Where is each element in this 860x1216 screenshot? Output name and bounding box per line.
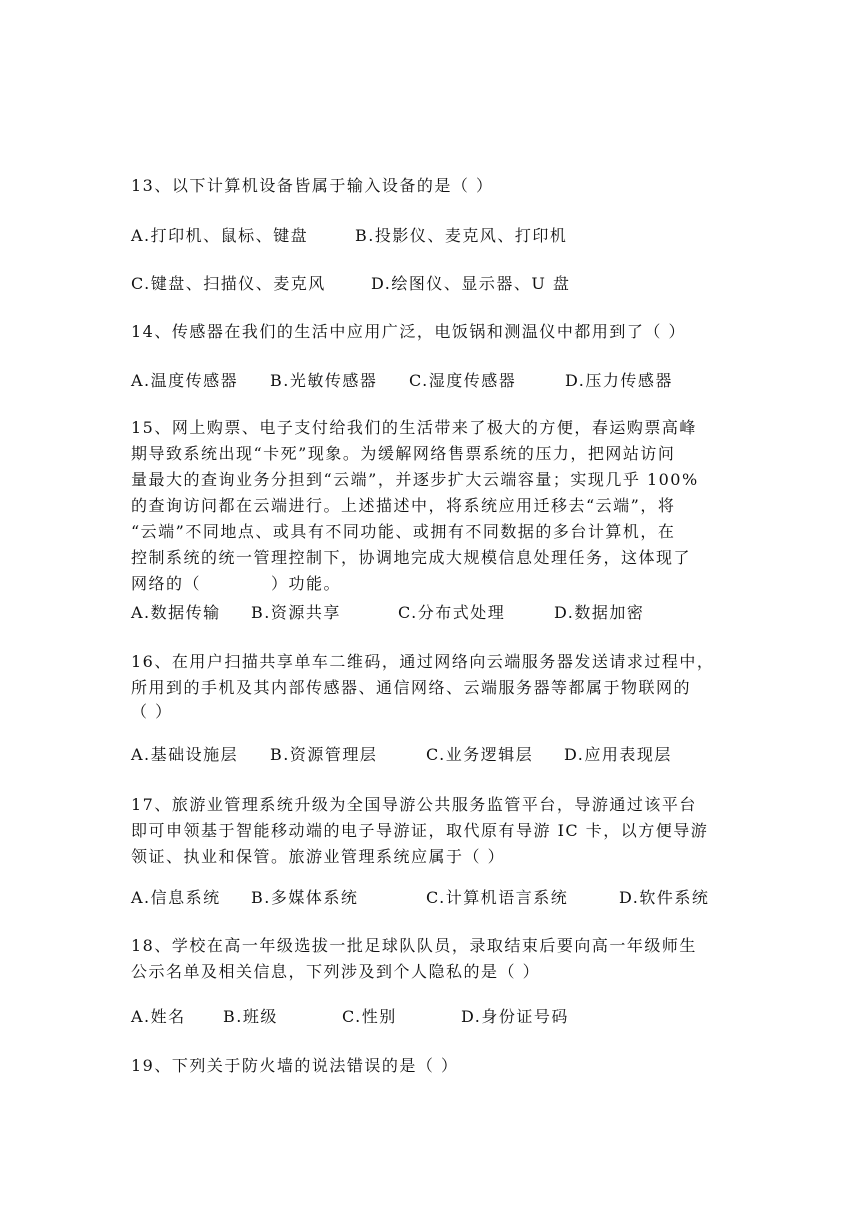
option-c: C.计算机语言系统 [426,888,569,907]
question-16-stem-line-2: 所用到的手机及其内部传感器、通信网络、云端服务器等都属于物联网的 [131,678,692,697]
question-15-stem-line-6: 控制系统的统一管理控制下，协调地完成大规模信息处理任务，这体现了 [131,548,692,567]
question-17-stem-line-2: 即可申领基于智能移动端的电子导游证，取代原有导游 IC 卡，以方便导游 [131,821,709,840]
option-a: A.数据传输 [131,603,221,622]
question-17-stem-line-3: 领证、执业和保管。旅游业管理系统应属于（ ） [131,847,506,866]
option-a: A.信息系统 [131,888,221,907]
option-b: B.资源共享 [251,603,341,622]
option-a: A.基础设施层 [131,745,239,764]
option-c: C.业务逻辑层 [426,745,534,764]
option-a: A.打印机、鼠标、键盘 [131,226,309,245]
option-c: C.湿度传感器 [409,371,517,390]
option-b: B.投影仪、麦克风、打印机 [355,226,568,245]
question-19-stem: 19、下列关于防火墙的说法错误的是（ ） [131,1056,459,1075]
question-15-stem-line-2: 期导致系统出现“卡死”现象。为缓解网络售票系统的压力，把网站访问 [131,444,676,463]
option-d: D.身份证号码 [461,1007,569,1026]
question-15-stem-line-5: “云端”不同地点、或具有不同功能、或拥有不同数据的多台计算机，在 [131,522,676,541]
option-a: A.温度传感器 [131,371,239,390]
option-b: B.光敏传感器 [270,371,378,390]
question-15-stem-line-7: 网络的（ ）功能。 [131,574,342,593]
option-d: D.绘图仪、显示器、U 盘 [371,274,571,293]
option-d: D.应用表现层 [564,745,672,764]
question-15-stem-line-3: 量最大的查询业务分担到“云端”，并逐步扩大云端容量；实现几乎 100% [131,470,699,489]
option-c: C.性别 [342,1007,397,1026]
option-c: C.分布式处理 [398,603,506,622]
question-15-stem-line-1: 15、网上购票、电子支付给我们的生活带来了极大的方便，春运购票高峰 [131,418,697,437]
option-d: D.数据加密 [554,603,645,622]
option-c: C.键盘、扫描仪、麦克风 [131,274,326,293]
question-15-stem-line-4: 的查询访问都在云端进行。上述描述中，将系统应用迁移去“云端”，将 [131,496,676,515]
option-b: B.多媒体系统 [251,888,359,907]
question-16-stem-line-3: （ ） [131,702,173,721]
question-14-stem: 14、传感器在我们的生活中应用广泛，电饭锅和测温仪中都用到了（ ） [131,322,686,341]
option-d: D.软件系统 [619,888,710,907]
option-b: B.班级 [223,1007,278,1026]
question-13-stem: 13、以下计算机设备皆属于输入设备的是（ ） [131,176,494,195]
option-b: B.资源管理层 [270,745,378,764]
option-a: A.姓名 [131,1007,186,1026]
option-d: D.压力传感器 [565,371,673,390]
question-18-stem-line-2: 公示名单及相关信息，下列涉及到个人隐私的是（ ） [131,962,541,981]
question-16-stem-line-1: 16、在用户扫描共享单车二维码，通过网络向云端服务器发送请求过程中， [131,652,715,671]
question-18-stem-line-1: 18、学校在高一年级选拔一批足球队队员，录取结束后要向高一年级师生 [131,936,697,955]
question-17-stem-line-1: 17、旅游业管理系统升级为全国导游公共服务监管平台，导游通过该平台 [131,795,697,814]
